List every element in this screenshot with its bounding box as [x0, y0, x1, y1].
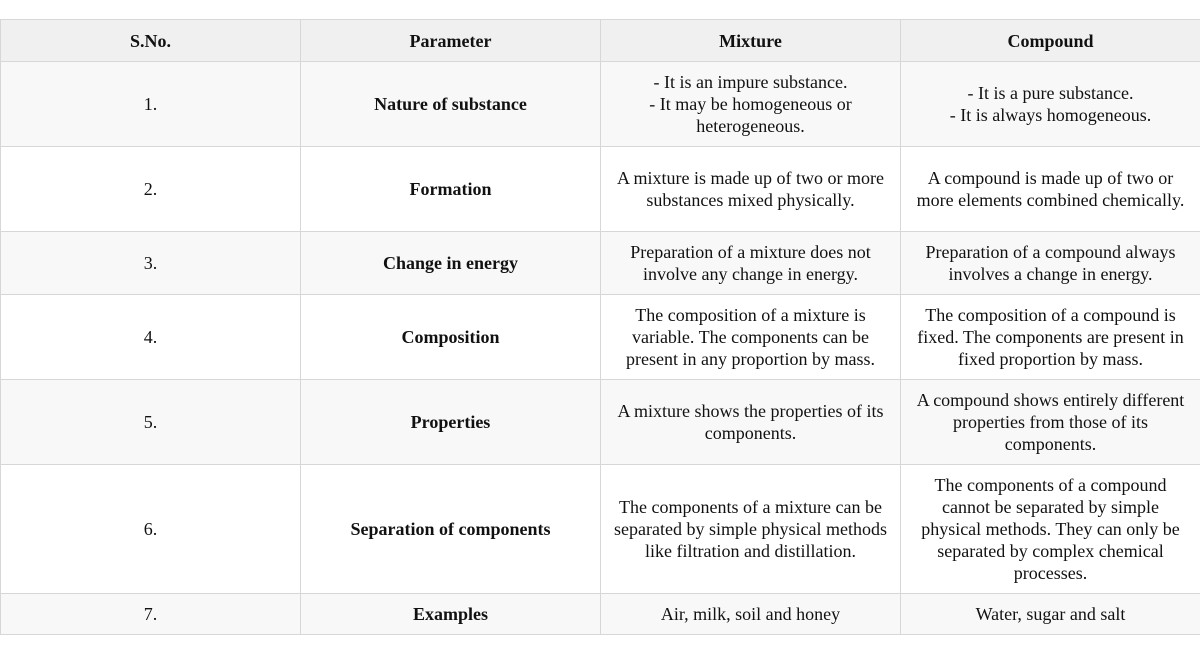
- cell-parameter: Separation of components: [301, 465, 601, 594]
- header-row: [1, 20, 1200, 62]
- mixture-text: A mixture is made up of two or more substances mixed physically.: [617, 168, 884, 210]
- cell-sno: 3.: [1, 232, 301, 295]
- cell-sno: 6.: [1, 465, 301, 594]
- header-parameter: Parameter: [301, 20, 601, 62]
- table-row: [1, 232, 1200, 295]
- cell-parameter: Formation: [301, 147, 601, 232]
- cell-sno: 1.: [1, 62, 301, 147]
- mixture-text: The components of a mixture can be separated by simple physical methods like filtration and distillation.: [614, 497, 887, 561]
- table-header: [1, 20, 1200, 62]
- cell-compound: [901, 147, 1200, 232]
- header-compound: Compound: [901, 20, 1200, 62]
- cell-sno: 2.: [1, 147, 301, 232]
- compound-text: The components of a compound cannot be separated by simple physical methods. They can only be separated by complex chemical processes.: [921, 475, 1180, 583]
- cell-parameter: Properties: [301, 380, 601, 465]
- cell-mixture: [601, 147, 901, 232]
- table-row: [1, 62, 1200, 147]
- table-row: [1, 147, 1200, 232]
- compound-text: - It is a pure substance.: [967, 83, 1134, 103]
- table-row: [1, 295, 1200, 380]
- mixture-text: - It may be homogeneous or heterogeneous.: [649, 94, 852, 136]
- compound-text: Water, sugar and salt: [975, 604, 1126, 624]
- mixture-text: A mixture shows the properties of its components.: [617, 401, 884, 443]
- cell-compound: [901, 62, 1200, 147]
- cell-sno: 7.: [1, 594, 301, 635]
- cell-compound: [901, 232, 1200, 295]
- compound-text: A compound is made up of two or more elements combined chemically.: [916, 168, 1185, 210]
- compound-text: A compound shows entirely different properties from those of its components.: [916, 390, 1185, 454]
- mixture-text: Preparation of a mixture does not involve any change in energy.: [630, 242, 871, 284]
- cell-parameter: Nature of substance: [301, 62, 601, 147]
- cell-mixture: [601, 594, 901, 635]
- mixture-compound-table: [0, 19, 1200, 635]
- mixture-text: The composition of a mixture is variable. The components can be present in any proportion by mass.: [626, 305, 875, 369]
- table-body: [1, 62, 1200, 635]
- cell-mixture: [601, 62, 901, 147]
- cell-mixture: [601, 232, 901, 295]
- mixture-text: - It is an impure substance.: [653, 72, 848, 92]
- cell-parameter: Change in energy: [301, 232, 601, 295]
- header-sno: S.No.: [1, 20, 301, 62]
- cell-compound: [901, 594, 1200, 635]
- table-row: [1, 465, 1200, 594]
- mixture-text: Air, milk, soil and honey: [660, 604, 841, 624]
- cell-parameter: Composition: [301, 295, 601, 380]
- cell-mixture: [601, 295, 901, 380]
- cell-sno: 4.: [1, 295, 301, 380]
- compound-text: - It is always homogeneous.: [949, 105, 1152, 125]
- cell-compound: [901, 380, 1200, 465]
- table-row: [1, 380, 1200, 465]
- header-mixture: Mixture: [601, 20, 901, 62]
- cell-compound: [901, 295, 1200, 380]
- cell-sno: 5.: [1, 380, 301, 465]
- compound-text: The composition of a compound is fixed. The components are present in fixed proportion by mass.: [917, 305, 1184, 369]
- compound-text: Preparation of a compound always involves a change in energy.: [925, 242, 1176, 284]
- table-row: [1, 594, 1200, 635]
- comparison-table-container: [0, 19, 1200, 635]
- cell-parameter: Examples: [301, 594, 601, 635]
- cell-compound: [901, 465, 1200, 594]
- cell-mixture: [601, 380, 901, 465]
- cell-mixture: [601, 465, 901, 594]
